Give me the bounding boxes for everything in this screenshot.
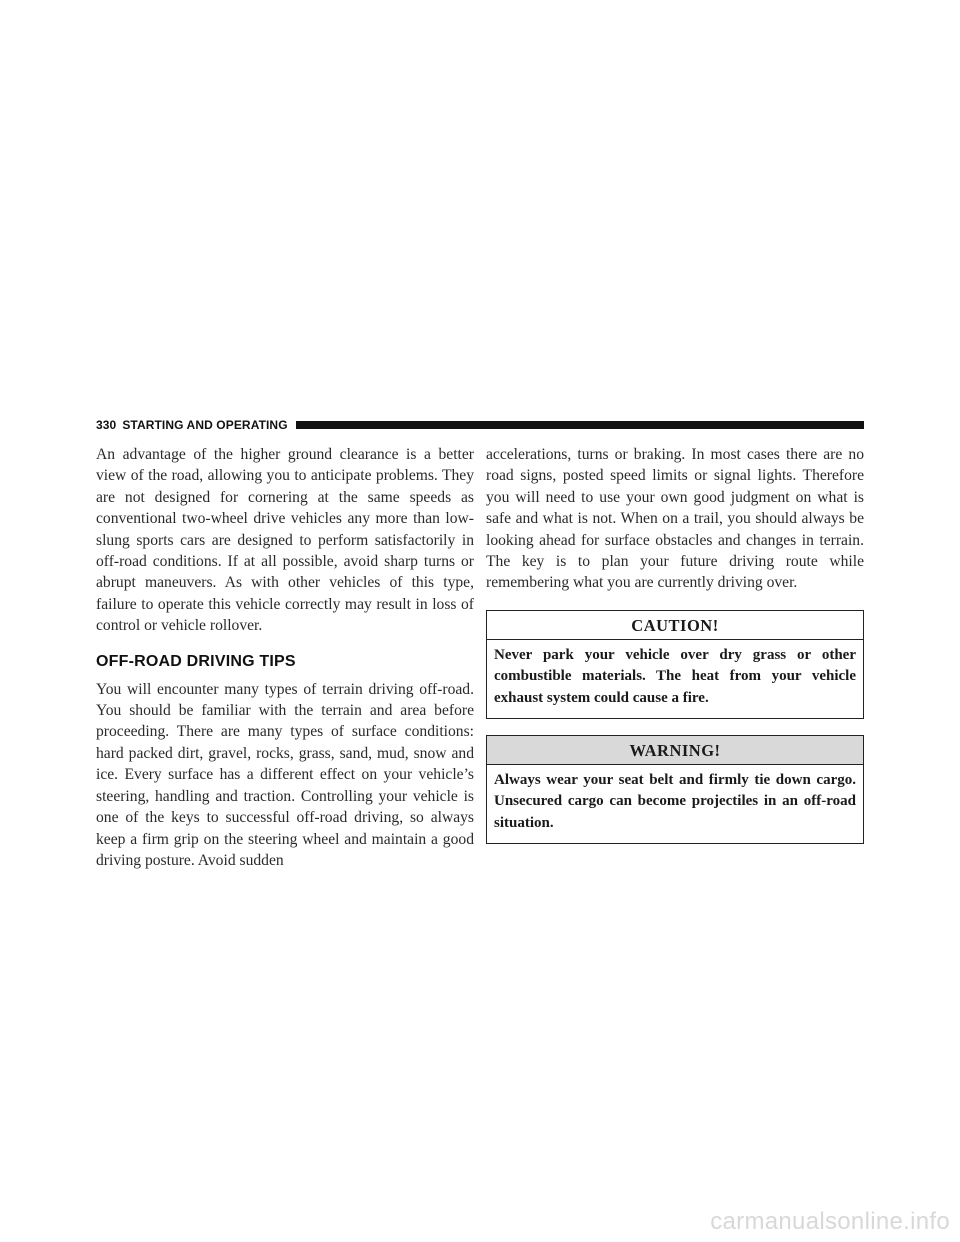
header-rule	[296, 421, 864, 429]
tips-paragraph: You will encounter many types of terrain driving off-road. You should be familiar with the terrain and area before proceeding. There are many types of surface conditions: hard packed dirt, gravel, rocks, grass, sand, mud, snow and ice. Every surface has a different effect on your vehicle’s steering, handling and traction. Controlling your vehicle is one of the keys to successful off-road driving, so always keep a firm grip on the steering wheel and maintain a good driving posture. Avoid sudden	[96, 680, 474, 869]
intro-paragraph: An advantage of the higher ground clearance is a better view of the road, allowing you to anticipate problems. They are not designed for cornering at the same speeds as conventional two-wheel drive vehicles any more than low-slung sports cars are designed to perform satisfactorily in off-road conditions. If at all possible, avoid sharp turns or abrupt maneuvers. As with other vehicles of this type, failure to operate this vehicle correctly may result in loss of control or vehicle rollover.	[96, 446, 474, 635]
section-title: STARTING AND OPERATING	[122, 418, 288, 432]
watermark: carmanualsonline.info	[710, 1208, 950, 1235]
section-heading: OFF-ROAD DRIVING TIPS	[96, 652, 296, 670]
left-column	[96, 444, 474, 871]
caution-box	[486, 610, 864, 719]
warning-box	[486, 735, 864, 844]
running-header	[96, 418, 864, 432]
warning-body: Always wear your seat belt and firmly tie down cargo. Unsecured cargo can become projectiles in an off-road situation.	[494, 772, 856, 831]
warning-title: WARNING!	[487, 736, 863, 765]
page-number: 330	[96, 418, 117, 432]
caution-body: Never park your vehicle over dry grass or other combustible materials. The heat from your vehicle exhaust system could cause a fire.	[494, 646, 856, 706]
caution-title: CAUTION!	[487, 611, 863, 640]
right-column	[486, 444, 864, 844]
continued-paragraph: accelerations, turns or braking. In most cases there are no road signs, posted speed limits or signal lights. Therefore you will need to use your own good judgment on what is safe and what is not. When on a trail, you should always be looking ahead for surface obstacles and changes in terrain. The key is to plan your future driving route while remembering what you are currently driving over.	[486, 446, 864, 592]
